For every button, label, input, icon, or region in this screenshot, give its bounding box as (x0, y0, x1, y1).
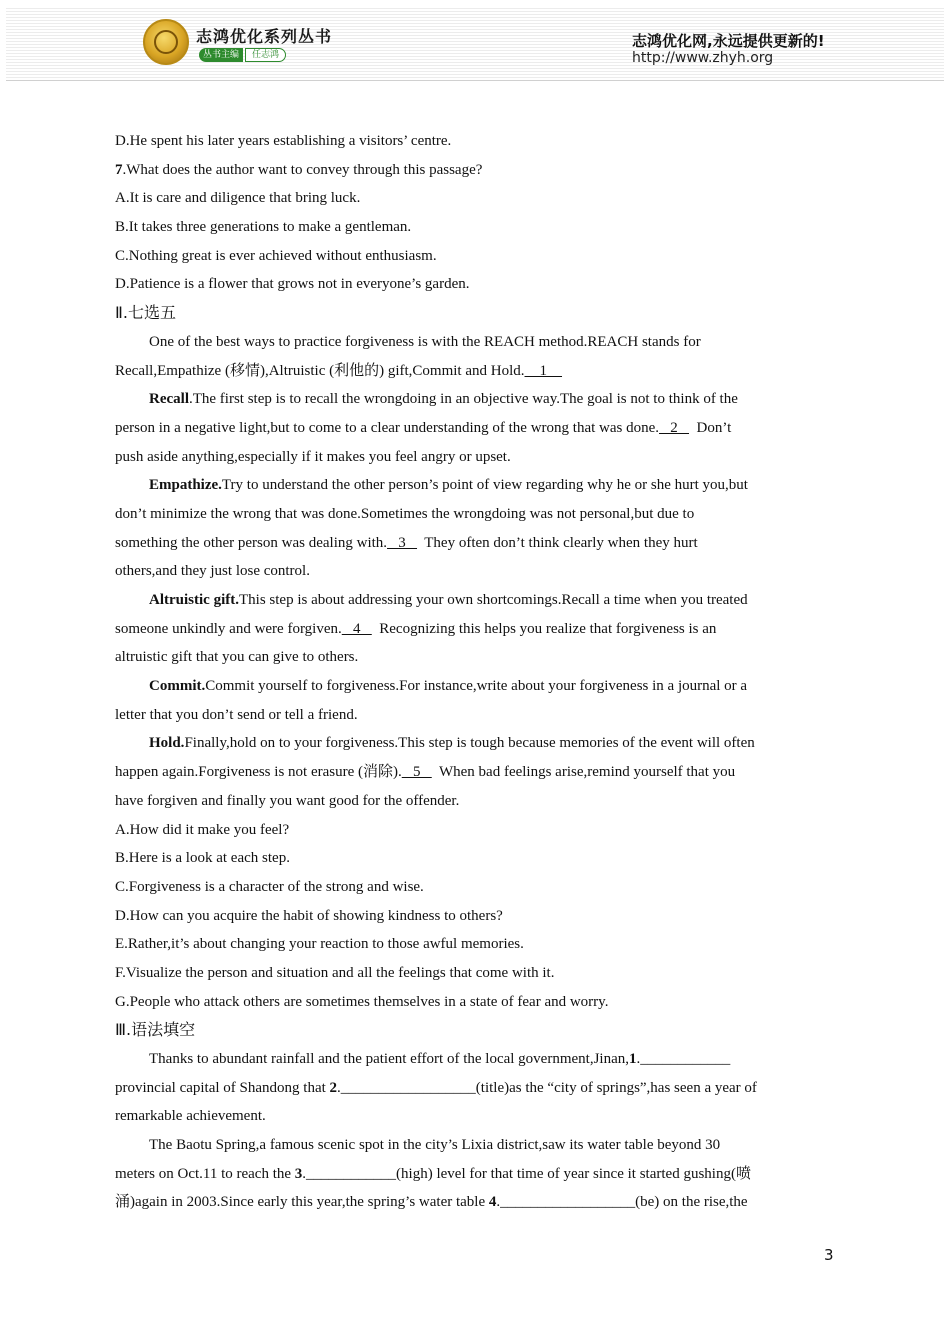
recall-text: person in a negative light,but to come to a clear understanding of the wrong that was done. (115, 419, 660, 436)
blank-2[interactable]: 2 (659, 419, 690, 436)
passage-text: meters on Oct.11 to reach the (115, 1165, 295, 1182)
hold-text: When bad feelings arise,remind yourself that you (431, 764, 736, 781)
question-number: 7 (115, 161, 123, 178)
blank-2-field[interactable]: .__________________ (337, 1079, 476, 1096)
blank-number: 2 (329, 1079, 338, 1096)
blank-number: 4 (488, 1194, 497, 1211)
s3-p1-line-3: remarkable achievement. (115, 1108, 266, 1125)
hold-text: Finally,hold on to your forgiveness.This step is tough because memories of the event will often (184, 735, 755, 752)
option-c: C.Forgiveness is a character of the strong and wise. (115, 878, 424, 895)
recall-text: .The first step is to recall the wrongdoing in an objective way.The goal is not to think of the (188, 391, 738, 408)
recall-term: Recall (149, 391, 189, 408)
empathize-line-2: don’t minimize the wrong that was done.Sometimes the wrongdoing was not personal,but due to (115, 505, 695, 522)
altruistic-text: This step is about addressing your own shortcomings.Recall a time when you treated (238, 592, 748, 608)
s3-p2-line-3 (115, 1188, 835, 1217)
editor-label: 丛书主编 (199, 48, 243, 62)
q7-question (115, 156, 835, 185)
blank-number: 3 (294, 1165, 303, 1182)
s3-p1-line-1 (115, 1045, 835, 1074)
s2-intro-line-2 (115, 357, 835, 386)
s2-intro-line-1: One of the best ways to practice forgiveness is with the REACH method.REACH stands for (149, 333, 701, 350)
hold-text: happen again.Forgiveness is not erasure (消除). (115, 764, 402, 781)
q7-option-b: B.It takes three generations to make a gentleman. (115, 219, 412, 236)
commit-term: Commit. (149, 678, 206, 695)
recall-line-3: push aside anything,especially if it makes you feel angry or upset. (115, 448, 511, 465)
hold-term: Hold. (149, 735, 185, 752)
page-number: 3 (824, 1246, 834, 1264)
altruistic-text: someone unkindly and were forgiven. (115, 620, 342, 637)
option-f: F.Visualize the person and situation and all the feelings that come with it. (115, 964, 555, 981)
recall-line-1 (115, 385, 835, 414)
empathize-text: They often don’t think clearly when they hurt (417, 534, 698, 551)
recall-line-2 (115, 414, 835, 443)
q6-option-d: D.He spent his later years establishing a visitors’ centre. (115, 133, 452, 149)
section-2-heading: Ⅱ.七选五 (115, 303, 176, 323)
option-b: B.Here is a look at each step. (115, 850, 290, 867)
empathize-line-3 (115, 529, 835, 558)
q7-option-c: C.Nothing great is ever achieved without enthusiasm. (115, 247, 437, 264)
passage-text: Thanks to abundant rainfall and the patient effort of the local government,Jinan, (149, 1051, 629, 1067)
option-e: E.Rather,it’s about changing your reaction to those awful memories. (115, 936, 524, 953)
altruistic-line-1 (115, 586, 835, 615)
s3-p1-line-2 (115, 1074, 835, 1103)
empathize-text: Try to understand the other person’s point of view regarding why he or she hurt you,but (221, 477, 748, 494)
empathize-line-4: others,and they just lose control. (115, 563, 310, 580)
passage-text: (title)as the “city of springs”,has seen a year of (475, 1079, 757, 1096)
altruistic-text: Recognizing this helps you realize that forgiveness is an (371, 620, 717, 637)
hold-line-3: have forgiven and finally you want good for the offender. (115, 792, 460, 809)
section-3-heading: Ⅲ.语法填空 (115, 1020, 196, 1040)
option-a: A.How did it make you feel? (115, 821, 290, 838)
header-divider (6, 80, 944, 81)
recall-text: Don’t (689, 419, 732, 436)
altruistic-line-3: altruistic gift that you can give to others. (115, 649, 359, 666)
series-title: 志鸿优化系列丛书 (196, 27, 333, 46)
document-body (115, 127, 835, 1217)
option-d: D.How can you acquire the habit of showing kindness to others? (115, 907, 503, 924)
empathize-text: something the other person was dealing with. (115, 534, 388, 551)
q7-option-d: D.Patience is a flower that grows not in everyone’s garden. (115, 276, 470, 293)
hold-line-1 (115, 729, 835, 758)
hold-line-2 (115, 758, 835, 787)
option-g: G.People who attack others are sometimes themselves in a state of fear and worry. (115, 993, 609, 1010)
blank-4[interactable]: 4 (341, 620, 372, 637)
site-slogan: 志鸿优化网,永远提供更新的! (632, 32, 825, 50)
blank-4-field[interactable]: .__________________ (496, 1194, 636, 1211)
site-url[interactable]: http://www.zhyh.org (632, 50, 774, 66)
blank-1-field[interactable]: .____________ (636, 1051, 731, 1067)
s3-p2-line-1: The Baotu Spring,a famous scenic spot in the city’s Lixia district,saw its water table beyond 30 (149, 1137, 721, 1154)
passage-text: provincial capital of Shandong that (115, 1079, 330, 1096)
s3-p2-line-2 (115, 1160, 835, 1189)
intro-text: Recall,Empathize (移情),Altruistic (利他的) gift,Commit and Hold. (115, 362, 525, 379)
empathize-line-1 (115, 471, 835, 500)
q7-option-a: A.It is care and diligence that bring luck. (115, 190, 361, 207)
question-text: .What does the author want to convey through this passage? (122, 161, 483, 178)
publisher-logo-icon (143, 19, 189, 65)
altruistic-term: Altruistic gift. (149, 592, 239, 608)
passage-text: (high) level for that time of year since it started gushing(喷 (396, 1165, 751, 1182)
blank-number: 1 (629, 1051, 637, 1067)
blank-3-field[interactable]: .____________ (302, 1165, 397, 1182)
empathize-term: Empathize. (149, 477, 222, 494)
altruistic-line-2 (115, 615, 835, 644)
blank-3[interactable]: 3 (387, 534, 418, 551)
commit-line-2: letter that you don’t send or tell a friend. (115, 706, 358, 723)
passage-text: 涌)again in 2003.Since early this year,the spring’s water table (115, 1194, 489, 1211)
commit-text: Commit yourself to forgiveness.For instance,write about your forgiveness in a journal or a (205, 678, 748, 695)
passage-text: (be) on the rise,the (635, 1194, 748, 1211)
blank-5[interactable]: 5 (401, 764, 432, 781)
editor-name: 任志鸿 (245, 48, 286, 62)
commit-line-1 (115, 672, 835, 701)
blank-1[interactable]: 1 (524, 362, 563, 379)
